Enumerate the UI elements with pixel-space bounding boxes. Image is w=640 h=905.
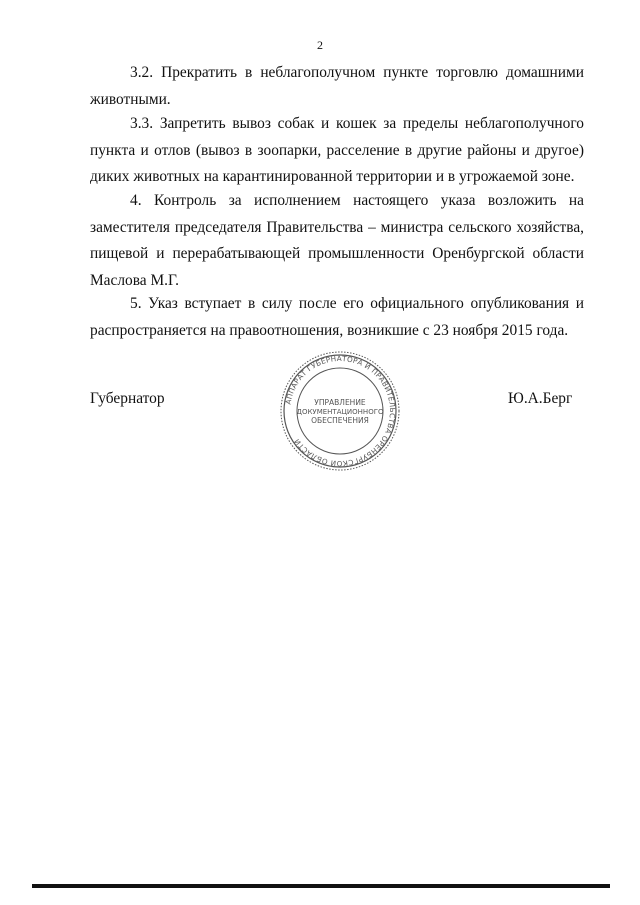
- stamp-center-line: УПРАВЛЕНИЕ: [314, 398, 366, 407]
- text-line: пищевой и перерабатывающей промышленности Оренбургской области: [90, 245, 584, 262]
- paragraph-3-3: [90, 111, 584, 191]
- text-line: 4. Контроль за исполнением настоящего указа возложить на: [130, 192, 584, 209]
- paragraph-3-2: [90, 60, 584, 113]
- text-line: Маслова М.Г.: [90, 271, 180, 289]
- signatory-name: Ю.А.Берг: [508, 390, 573, 407]
- stamp-ring-text: АППАРАТ ГУБЕРНАТОРА И ПРАВИТЕЛЬСТВА ОРЕНБУРГСКОЙ ОБЛАСТИ: [283, 353, 398, 469]
- page-number: 2: [317, 38, 323, 52]
- text-line: 3.2. Прекратить в неблагополучном пункте торговлю домашними: [130, 64, 584, 81]
- text-line: 3.3. Запретить вывоз собак и кошек за пределы неблагополучного: [130, 115, 584, 132]
- official-stamp: [270, 350, 410, 472]
- text-line: диких животных на карантинированной территории и в угрожаемой зоне.: [90, 168, 575, 185]
- text-line: 5. Указ вступает в силу после его официального опубликования и: [130, 295, 584, 312]
- text-line: животными.: [90, 90, 171, 108]
- paragraph-5: [90, 291, 584, 344]
- paragraph-4: [90, 188, 584, 294]
- text-line: заместителя председателя Правительства – министра сельского хозяйства,: [90, 218, 584, 236]
- stamp-center-line: ДОКУМЕНТАЦИОННОГО: [296, 408, 384, 416]
- stamp-center-line: ОБЕСПЕЧЕНИЯ: [311, 416, 369, 425]
- bottom-rule: [32, 884, 610, 888]
- text-line: распространяется на правоотношения, возникшие с 23 ноября 2015 года.: [90, 321, 569, 339]
- text-line: пункта и отлов (вывоз в зоопарки, расселение в другие районы и другое): [90, 141, 584, 159]
- signatory-title: Губернатор: [90, 390, 165, 407]
